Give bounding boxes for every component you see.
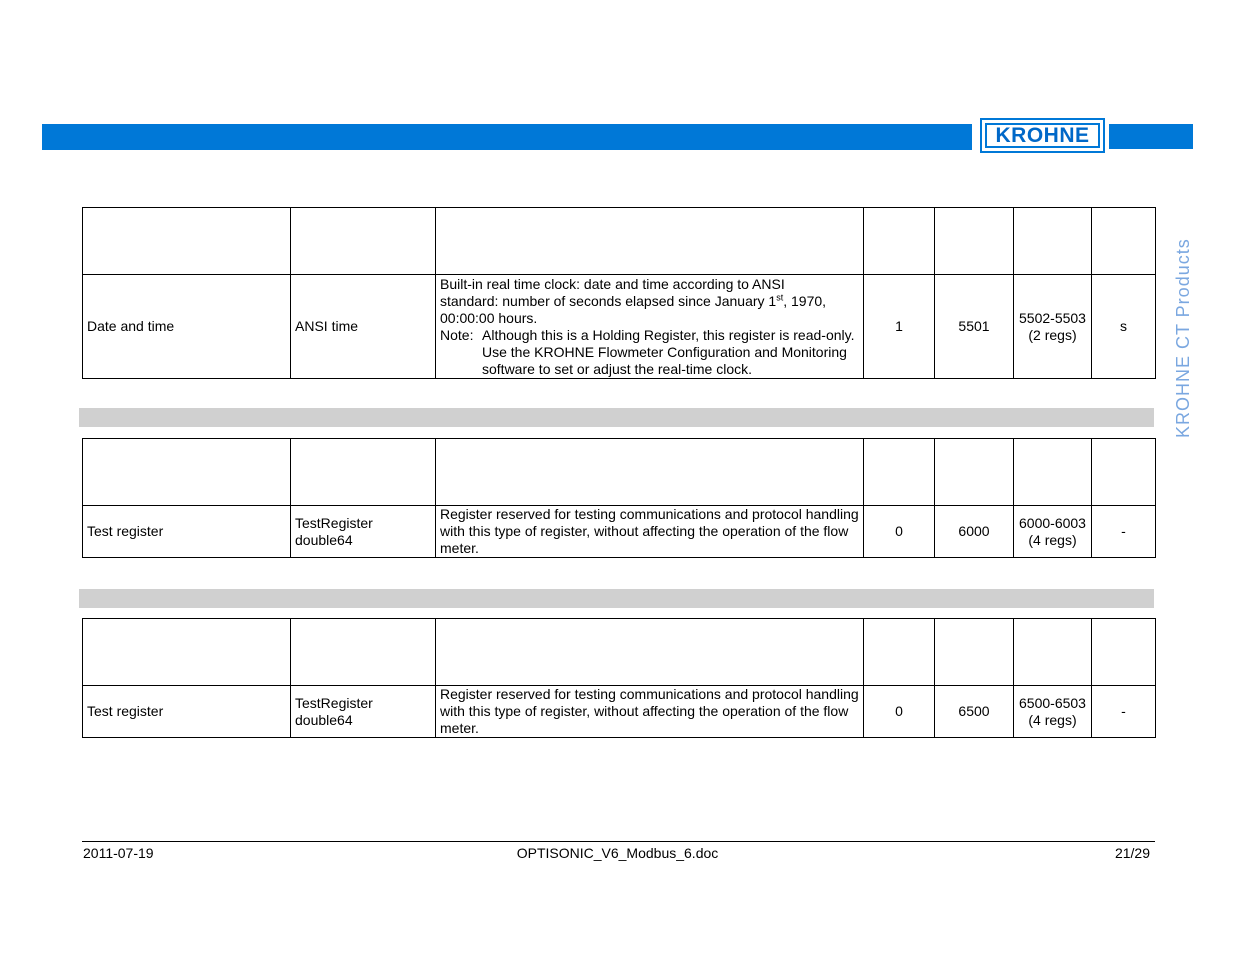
table-row bbox=[83, 686, 1156, 738]
logo-text: KROHNE bbox=[985, 123, 1100, 148]
section-bar-2 bbox=[79, 589, 1154, 608]
header-band-right bbox=[1109, 124, 1193, 149]
register-col4: 1 bbox=[864, 275, 935, 379]
register-type: ANSI time bbox=[291, 275, 436, 379]
register-range: 6500-6503 (4 regs) bbox=[1014, 686, 1092, 738]
register-range: 6000-6003 (4 regs) bbox=[1014, 506, 1092, 558]
register-address: 5501 bbox=[935, 275, 1014, 379]
section-bar-1 bbox=[79, 408, 1154, 427]
register-col4: 0 bbox=[864, 506, 935, 558]
footer-date: 2011-07-19 bbox=[83, 845, 154, 861]
register-address: 6500 bbox=[935, 686, 1014, 738]
table-header-row bbox=[83, 439, 1156, 506]
register-description: Register reserved for testing communications and protocol handling with this type of register, without affecting the operation of the flow meter. bbox=[436, 506, 864, 558]
desc-line-3: 00:00:00 hours. bbox=[440, 310, 538, 326]
footer-filename: OPTISONIC_V6_Modbus_6.doc bbox=[516, 845, 719, 861]
header-band-left bbox=[42, 124, 972, 150]
register-type: TestRegister double64 bbox=[291, 686, 436, 738]
register-name: Test register bbox=[83, 506, 291, 558]
desc-line-1: Built-in real time clock: date and time according to ANSI bbox=[440, 276, 785, 292]
register-col4: 0 bbox=[864, 686, 935, 738]
register-description: Register reserved for testing communications and protocol handling with this type of register, without affecting the operation of the flow meter. bbox=[436, 686, 864, 738]
register-name: Date and time bbox=[83, 275, 291, 379]
footer-rule bbox=[82, 841, 1155, 842]
note-text: Although this is a Holding Register, this register is read-only. Use the KROHNE Flowmeter Configuration and Monitoring software to set or adjust the real-time clock. bbox=[482, 327, 855, 377]
register-table-1 bbox=[82, 207, 1156, 379]
register-unit: s bbox=[1092, 275, 1156, 379]
table-row bbox=[83, 275, 1156, 379]
desc-line-2: standard: number of seconds elapsed since January 1st, 1970, bbox=[440, 292, 827, 309]
krohne-logo bbox=[980, 118, 1105, 153]
footer-page-number: 21/29 bbox=[1114, 845, 1150, 861]
note bbox=[440, 327, 859, 378]
register-type: TestRegister double64 bbox=[291, 506, 436, 558]
register-description bbox=[436, 275, 864, 379]
register-table-3 bbox=[82, 618, 1156, 738]
table-row bbox=[83, 506, 1156, 558]
register-range: 5502-5503 (2 regs) bbox=[1014, 275, 1092, 379]
register-unit: - bbox=[1092, 686, 1156, 738]
table-header-row bbox=[83, 208, 1156, 275]
register-name: Test register bbox=[83, 686, 291, 738]
table-header-row bbox=[83, 619, 1156, 686]
note-label: Note: bbox=[440, 327, 474, 343]
register-table-2 bbox=[82, 438, 1156, 558]
side-brand-text: KROHNE CT Products bbox=[1173, 238, 1193, 438]
register-unit: - bbox=[1092, 506, 1156, 558]
register-address: 6000 bbox=[935, 506, 1014, 558]
